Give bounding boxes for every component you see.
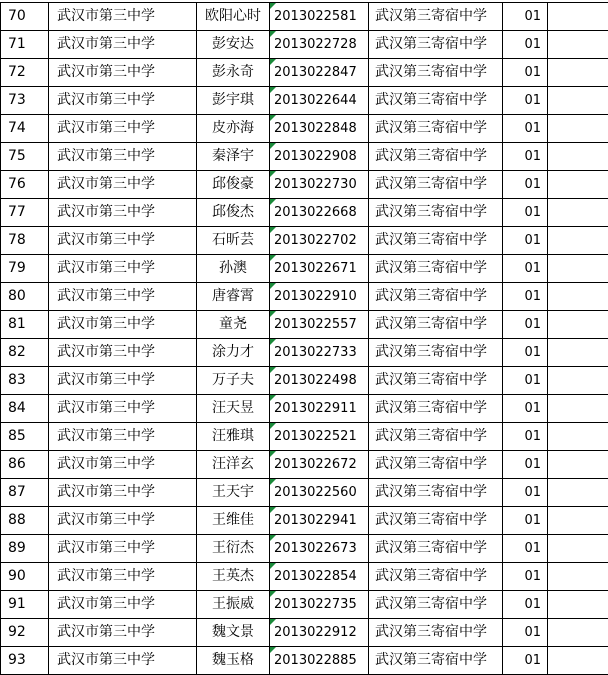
empty-cell[interactable] xyxy=(548,563,608,591)
class-cell[interactable]: 01 xyxy=(503,3,548,31)
class-cell[interactable]: 01 xyxy=(503,199,548,227)
school-cell[interactable]: 武汉市第三中学 xyxy=(49,115,197,143)
row-number-cell[interactable]: 79 xyxy=(1,255,49,283)
class-cell[interactable]: 01 xyxy=(503,143,548,171)
table-row xyxy=(1,115,608,143)
dorm-school-cell[interactable]: 武汉第三寄宿中学 xyxy=(369,59,503,87)
empty-cell[interactable] xyxy=(548,423,608,451)
school-cell[interactable]: 武汉市第三中学 xyxy=(49,283,197,311)
student-name-cell[interactable]: 王振威 xyxy=(197,591,270,619)
school-cell[interactable]: 武汉市第三中学 xyxy=(49,395,197,423)
table-body xyxy=(1,3,608,675)
empty-cell[interactable] xyxy=(548,227,608,255)
school-cell[interactable]: 武汉市第三中学 xyxy=(49,507,197,535)
student-name-cell[interactable]: 汪洋玄 xyxy=(197,451,270,479)
table-row xyxy=(1,535,608,563)
dorm-school-cell[interactable]: 武汉第三寄宿中学 xyxy=(369,255,503,283)
row-number-cell[interactable]: 74 xyxy=(1,115,49,143)
student-id-cell[interactable]: 2013022733 xyxy=(270,339,369,367)
empty-cell[interactable] xyxy=(548,395,608,423)
student-id-cell[interactable]: 2013022560 xyxy=(270,479,369,507)
row-number-cell[interactable]: 82 xyxy=(1,339,49,367)
student-id-cell[interactable]: 2013022671 xyxy=(270,255,369,283)
student-name-cell[interactable]: 石昕芸 xyxy=(197,227,270,255)
class-cell[interactable]: 01 xyxy=(503,395,548,423)
student-name-cell[interactable]: 彭永奇 xyxy=(197,59,270,87)
student-name-cell[interactable]: 童尧 xyxy=(197,311,270,339)
dorm-school-cell[interactable]: 武汉第三寄宿中学 xyxy=(369,563,503,591)
class-cell[interactable]: 01 xyxy=(503,227,548,255)
class-cell[interactable]: 01 xyxy=(503,479,548,507)
dorm-school-cell[interactable]: 武汉第三寄宿中学 xyxy=(369,339,503,367)
class-cell[interactable]: 01 xyxy=(503,283,548,311)
empty-cell[interactable] xyxy=(548,647,608,675)
row-number-cell[interactable]: 73 xyxy=(1,87,49,115)
class-cell[interactable]: 01 xyxy=(503,311,548,339)
student-id-cell[interactable]: 2013022911 xyxy=(270,395,369,423)
empty-cell[interactable] xyxy=(548,115,608,143)
row-number-cell[interactable]: 86 xyxy=(1,451,49,479)
school-cell[interactable]: 武汉市第三中学 xyxy=(49,87,197,115)
empty-cell[interactable] xyxy=(548,367,608,395)
student-id-cell[interactable]: 2013022735 xyxy=(270,591,369,619)
student-id-cell[interactable]: 2013022668 xyxy=(270,199,369,227)
empty-cell[interactable] xyxy=(548,31,608,59)
student-id-cell[interactable]: 2013022941 xyxy=(270,507,369,535)
empty-cell[interactable] xyxy=(548,451,608,479)
table-row xyxy=(1,591,608,619)
student-name-cell[interactable]: 王维佳 xyxy=(197,507,270,535)
student-id-cell[interactable]: 2013022910 xyxy=(270,283,369,311)
class-cell[interactable]: 01 xyxy=(503,423,548,451)
table-row xyxy=(1,143,608,171)
empty-cell[interactable] xyxy=(548,535,608,563)
row-number-cell[interactable]: 85 xyxy=(1,423,49,451)
student-name-cell[interactable]: 汪雅琪 xyxy=(197,423,270,451)
student-id-cell[interactable]: 2013022730 xyxy=(270,171,369,199)
student-id-cell[interactable]: 2013022581 xyxy=(270,3,369,31)
table-row xyxy=(1,87,608,115)
empty-cell[interactable] xyxy=(548,339,608,367)
school-cell[interactable]: 武汉市第三中学 xyxy=(49,535,197,563)
table-row xyxy=(1,255,608,283)
student-id-cell[interactable]: 2013022728 xyxy=(270,31,369,59)
row-number-cell[interactable]: 70 xyxy=(1,3,49,31)
table-row xyxy=(1,563,608,591)
class-cell[interactable]: 01 xyxy=(503,563,548,591)
table-row xyxy=(1,507,608,535)
student-id-cell[interactable]: 2013022557 xyxy=(270,311,369,339)
class-cell[interactable]: 01 xyxy=(503,507,548,535)
school-cell[interactable]: 武汉市第三中学 xyxy=(49,311,197,339)
row-number-cell[interactable]: 92 xyxy=(1,619,49,647)
dorm-school-cell[interactable]: 武汉第三寄宿中学 xyxy=(369,143,503,171)
row-number-cell[interactable]: 91 xyxy=(1,591,49,619)
row-number-cell[interactable]: 77 xyxy=(1,199,49,227)
student-name-cell[interactable]: 邱俊杰 xyxy=(197,199,270,227)
dorm-school-cell[interactable]: 武汉第三寄宿中学 xyxy=(369,199,503,227)
student-id-cell[interactable]: 2013022848 xyxy=(270,115,369,143)
school-cell[interactable]: 武汉市第三中学 xyxy=(49,563,197,591)
row-number-cell[interactable]: 78 xyxy=(1,227,49,255)
student-name-cell[interactable]: 魏玉格 xyxy=(197,647,270,675)
student-name-cell[interactable]: 王天宇 xyxy=(197,479,270,507)
class-cell[interactable]: 01 xyxy=(503,115,548,143)
row-number-cell[interactable]: 80 xyxy=(1,283,49,311)
dorm-school-cell[interactable]: 武汉第三寄宿中学 xyxy=(369,647,503,675)
school-cell[interactable]: 武汉市第三中学 xyxy=(49,227,197,255)
dorm-school-cell[interactable]: 武汉第三寄宿中学 xyxy=(369,591,503,619)
class-cell[interactable]: 01 xyxy=(503,619,548,647)
student-name-cell[interactable]: 欧阳心时 xyxy=(197,3,270,31)
class-cell[interactable]: 01 xyxy=(503,171,548,199)
table-row xyxy=(1,647,608,675)
table-row xyxy=(1,423,608,451)
school-cell[interactable]: 武汉市第三中学 xyxy=(49,647,197,675)
table-row xyxy=(1,451,608,479)
empty-cell[interactable] xyxy=(548,171,608,199)
student-name-cell[interactable]: 彭宇琪 xyxy=(197,87,270,115)
table-row xyxy=(1,619,608,647)
table-row xyxy=(1,283,608,311)
table-row xyxy=(1,339,608,367)
row-number-cell[interactable]: 76 xyxy=(1,171,49,199)
student-id-cell[interactable]: 2013022885 xyxy=(270,647,369,675)
school-cell[interactable]: 武汉市第三中学 xyxy=(49,339,197,367)
student-id-cell[interactable]: 2013022521 xyxy=(270,423,369,451)
class-cell[interactable]: 01 xyxy=(503,339,548,367)
empty-cell[interactable] xyxy=(548,143,608,171)
dorm-school-cell[interactable]: 武汉第三寄宿中学 xyxy=(369,87,503,115)
student-id-cell[interactable]: 2013022854 xyxy=(270,563,369,591)
table-row xyxy=(1,31,608,59)
table-row xyxy=(1,3,608,31)
empty-cell[interactable] xyxy=(548,87,608,115)
class-cell[interactable]: 01 xyxy=(503,647,548,675)
school-cell[interactable]: 武汉市第三中学 xyxy=(49,3,197,31)
school-cell[interactable]: 武汉市第三中学 xyxy=(49,423,197,451)
empty-cell[interactable] xyxy=(548,3,608,31)
row-number-cell[interactable]: 89 xyxy=(1,535,49,563)
row-number-cell[interactable]: 71 xyxy=(1,31,49,59)
dorm-school-cell[interactable]: 武汉第三寄宿中学 xyxy=(369,479,503,507)
dorm-school-cell[interactable]: 武汉第三寄宿中学 xyxy=(369,423,503,451)
student-name-cell[interactable]: 王英杰 xyxy=(197,563,270,591)
student-name-cell[interactable]: 涂力才 xyxy=(197,339,270,367)
student-name-cell[interactable]: 邱俊豪 xyxy=(197,171,270,199)
student-name-cell[interactable]: 汪天昱 xyxy=(197,395,270,423)
dorm-school-cell[interactable]: 武汉第三寄宿中学 xyxy=(369,311,503,339)
school-cell[interactable]: 武汉市第三中学 xyxy=(49,451,197,479)
student-name-cell[interactable]: 秦泽宇 xyxy=(197,143,270,171)
school-cell[interactable]: 武汉市第三中学 xyxy=(49,619,197,647)
table-row xyxy=(1,311,608,339)
row-number-cell[interactable]: 83 xyxy=(1,367,49,395)
table-row xyxy=(1,479,608,507)
student-id-cell[interactable]: 2013022912 xyxy=(270,619,369,647)
student-id-cell[interactable]: 2013022673 xyxy=(270,535,369,563)
dorm-school-cell[interactable]: 武汉第三寄宿中学 xyxy=(369,31,503,59)
empty-cell[interactable] xyxy=(548,619,608,647)
class-cell[interactable]: 01 xyxy=(503,451,548,479)
row-number-cell[interactable]: 93 xyxy=(1,647,49,675)
student-name-cell[interactable]: 王衍杰 xyxy=(197,535,270,563)
student-id-cell[interactable]: 2013022498 xyxy=(270,367,369,395)
class-cell[interactable]: 01 xyxy=(503,31,548,59)
row-number-cell[interactable]: 90 xyxy=(1,563,49,591)
dorm-school-cell[interactable]: 武汉第三寄宿中学 xyxy=(369,283,503,311)
class-cell[interactable]: 01 xyxy=(503,87,548,115)
school-cell[interactable]: 武汉市第三中学 xyxy=(49,255,197,283)
class-cell[interactable]: 01 xyxy=(503,367,548,395)
student-table xyxy=(0,2,608,675)
table-row xyxy=(1,199,608,227)
school-cell[interactable]: 武汉市第三中学 xyxy=(49,591,197,619)
row-number-cell[interactable]: 88 xyxy=(1,507,49,535)
school-cell[interactable]: 武汉市第三中学 xyxy=(49,479,197,507)
row-number-cell[interactable]: 87 xyxy=(1,479,49,507)
dorm-school-cell[interactable]: 武汉第三寄宿中学 xyxy=(369,227,503,255)
student-name-cell[interactable]: 皮亦海 xyxy=(197,115,270,143)
school-cell[interactable]: 武汉市第三中学 xyxy=(49,143,197,171)
empty-cell[interactable] xyxy=(548,283,608,311)
empty-cell[interactable] xyxy=(548,479,608,507)
school-cell[interactable]: 武汉市第三中学 xyxy=(49,199,197,227)
table-row xyxy=(1,59,608,87)
dorm-school-cell[interactable]: 武汉第三寄宿中学 xyxy=(369,115,503,143)
student-name-cell[interactable]: 万子夫 xyxy=(197,367,270,395)
student-id-cell[interactable]: 2013022847 xyxy=(270,59,369,87)
student-name-cell[interactable]: 魏文景 xyxy=(197,619,270,647)
row-number-cell[interactable]: 81 xyxy=(1,311,49,339)
empty-cell[interactable] xyxy=(548,255,608,283)
table-row xyxy=(1,227,608,255)
dorm-school-cell[interactable]: 武汉第三寄宿中学 xyxy=(369,451,503,479)
student-name-cell[interactable]: 孙澳 xyxy=(197,255,270,283)
class-cell[interactable]: 01 xyxy=(503,591,548,619)
school-cell[interactable]: 武汉市第三中学 xyxy=(49,367,197,395)
empty-cell[interactable] xyxy=(548,311,608,339)
student-name-cell[interactable]: 彭安达 xyxy=(197,31,270,59)
row-number-cell[interactable]: 84 xyxy=(1,395,49,423)
empty-cell[interactable] xyxy=(548,591,608,619)
dorm-school-cell[interactable]: 武汉第三寄宿中学 xyxy=(369,3,503,31)
school-cell[interactable]: 武汉市第三中学 xyxy=(49,31,197,59)
student-name-cell[interactable]: 唐睿霄 xyxy=(197,283,270,311)
student-id-cell[interactable]: 2013022672 xyxy=(270,451,369,479)
class-cell[interactable]: 01 xyxy=(503,255,548,283)
class-cell[interactable]: 01 xyxy=(503,59,548,87)
empty-cell[interactable] xyxy=(548,59,608,87)
dorm-school-cell[interactable]: 武汉第三寄宿中学 xyxy=(369,507,503,535)
student-id-cell[interactable]: 2013022908 xyxy=(270,143,369,171)
empty-cell[interactable] xyxy=(548,199,608,227)
dorm-school-cell[interactable]: 武汉第三寄宿中学 xyxy=(369,171,503,199)
row-number-cell[interactable]: 75 xyxy=(1,143,49,171)
table-row xyxy=(1,171,608,199)
table-row xyxy=(1,395,608,423)
dorm-school-cell[interactable]: 武汉第三寄宿中学 xyxy=(369,395,503,423)
dorm-school-cell[interactable]: 武汉第三寄宿中学 xyxy=(369,535,503,563)
row-number-cell[interactable]: 72 xyxy=(1,59,49,87)
student-id-cell[interactable]: 2013022702 xyxy=(270,227,369,255)
dorm-school-cell[interactable]: 武汉第三寄宿中学 xyxy=(369,367,503,395)
school-cell[interactable]: 武汉市第三中学 xyxy=(49,171,197,199)
school-cell[interactable]: 武汉市第三中学 xyxy=(49,59,197,87)
dorm-school-cell[interactable]: 武汉第三寄宿中学 xyxy=(369,619,503,647)
table-row xyxy=(1,367,608,395)
class-cell[interactable]: 01 xyxy=(503,535,548,563)
student-id-cell[interactable]: 2013022644 xyxy=(270,87,369,115)
empty-cell[interactable] xyxy=(548,507,608,535)
